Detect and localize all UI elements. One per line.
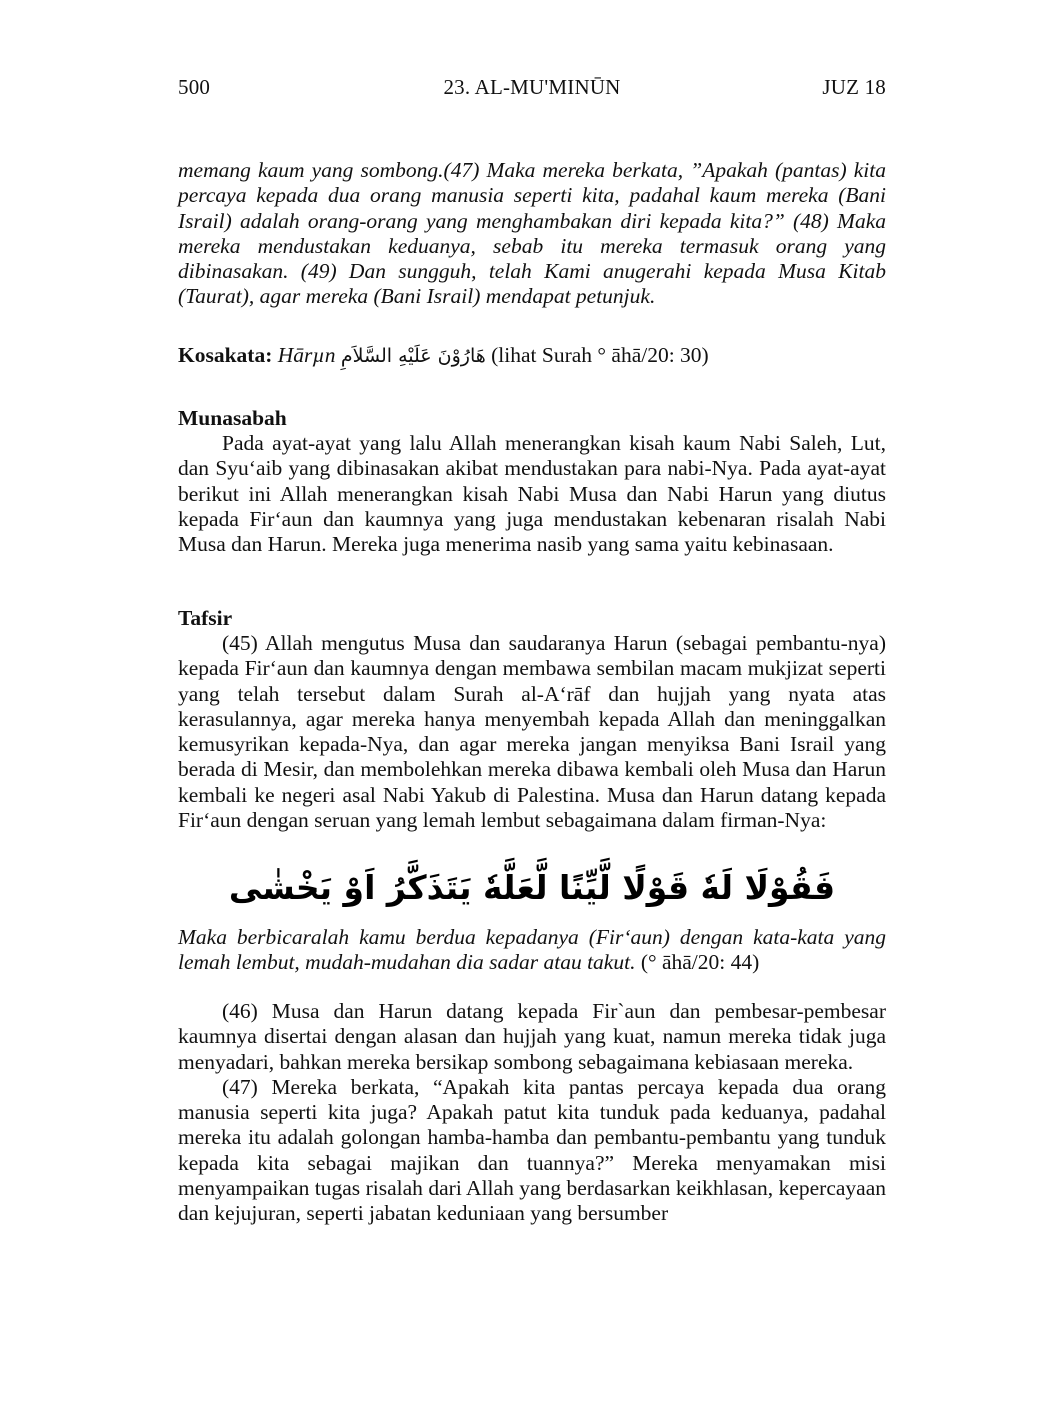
munasabah-section	[178, 405, 886, 557]
juz-label: JUZ 18	[822, 75, 886, 99]
tafsir-heading: Tafsir	[178, 606, 233, 630]
quran-verse	[178, 863, 886, 913]
kosakata-label: Kosakata:	[178, 343, 273, 367]
kosakata-arabic: هَارُوْنَ عَلَيْهِ السَّلاَمِ	[340, 345, 486, 367]
munasabah-heading: Munasabah	[178, 406, 287, 430]
tafsir-continued	[178, 999, 886, 1227]
kosakata-reference: (lihat Surah ° āhā/20: 30)	[491, 343, 709, 367]
verse-reference: (° āhā/20: 44)	[640, 950, 760, 975]
munasabah-body: Pada ayat-ayat yang lalu Allah menerangkan kisah kaum Nabi Saleh, Lut, dan Syu‘aib yang dibinasakan akibat mendustakan para nabi-Nya. Pada ayat-ayat berikut ini Allah menerangkan kisah Nabi Musa dan Nabi Harun yang diutus kepada Fir‘aun dan kaumnya yang juga mendustakan kebenaran risalah Nabi Musa dan Harun. Mereka juga menerima nasib yang sama yaitu kebinasaan.	[178, 431, 886, 557]
kosakata-term: Hārµn	[277, 343, 336, 367]
verse-translation	[178, 925, 886, 976]
tafsir-paragraph-47: (47) Mereka berkata, “Apakah kita pantas percaya kepada dua orang manusia seperti kita juga? Apakah patut kita tunduk pada keduanya, padahal mereka itu adalah golongan hamba-hamba dan pembantu-pembantu yang tunduk kepada kita sebagai majikan dan tuannya?” Mereka menyamakan misi menyampaikan tugas risalah dari Allah yang berdasarkan keikhlasan, kepercayaan dan kejujuran, seperti jabatan keduniaan yang bersumber	[178, 1074, 886, 1226]
tafsir-paragraph-46: (46) Musa dan Harun datang kepada Fir`aun dan pembesar-pembesar kaumnya disertai dengan alasan dan hujjah yang kuat, namun mereka tidak juga menyadari, bahkan mereka bersikap sombong sebagaimana kebiasaan mereka.	[178, 999, 886, 1074]
running-header	[178, 75, 886, 105]
page-number: 500	[178, 75, 211, 99]
surah-title: 23. AL-MU'MINŪN	[443, 75, 621, 99]
tafsir-section	[178, 605, 886, 833]
kosakata-line	[178, 343, 886, 369]
quran-verse-arabic: فَقُوْلَا لَهٗ قَوْلًا لَّيِّنًا لَّعَلَّهٗ يَتَذَكَّرُ اَوْ يَخْشٰى	[228, 868, 836, 907]
page	[178, 75, 886, 1226]
translation-continued: memang kaum yang sombong.(47) Maka mereka berkata, ”Apakah (pantas) kita percaya kepada dua orang manusia seperti kita, padahal kaum mereka (Bani Israil) adalah orang-orang yang menghambakan diri kepada kita?” (48) Maka mereka mendustakan keduanya, sebab itu mereka termasuk orang yang dibinasakan. (49) Dan sungguh, telah Kami anugerahi kepada Musa Kitab (Taurat), agar mereka (Bani Israil) mendapat petunjuk.	[178, 158, 886, 309]
verse-translation-text: Maka berbicaralah kamu berdua kepadanya (Fir‘aun) dengan kata-kata yang lemah lembut, mudah-mudahan dia sadar atau takut.	[178, 925, 886, 975]
tafsir-paragraph-45: (45) Allah mengutus Musa dan saudaranya Harun (sebagai pembantu-nya) kepada Fir‘aun dan kaumnya dengan membawa sembilan macam mukjizat seperti yang telah tersebut dalam Surah al-A‘rāf dan hujjah yang nyata atas kerasulannya, agar mereka hanya menyembah kepada Allah dan meninggalkan kemusyrikan kepada-Nya, dan agar mereka jangan menyiksa Bani Israil yang berada di Mesir, dan membolehkan mereka dibawa kembali oleh Musa dan Harun kembali ke negeri asal Nabi Yakub di Palestina. Musa dan Harun datang kepada Fir‘aun dengan seruan yang lemah lembut sebagaimana dalam firman-Nya:	[178, 631, 886, 833]
